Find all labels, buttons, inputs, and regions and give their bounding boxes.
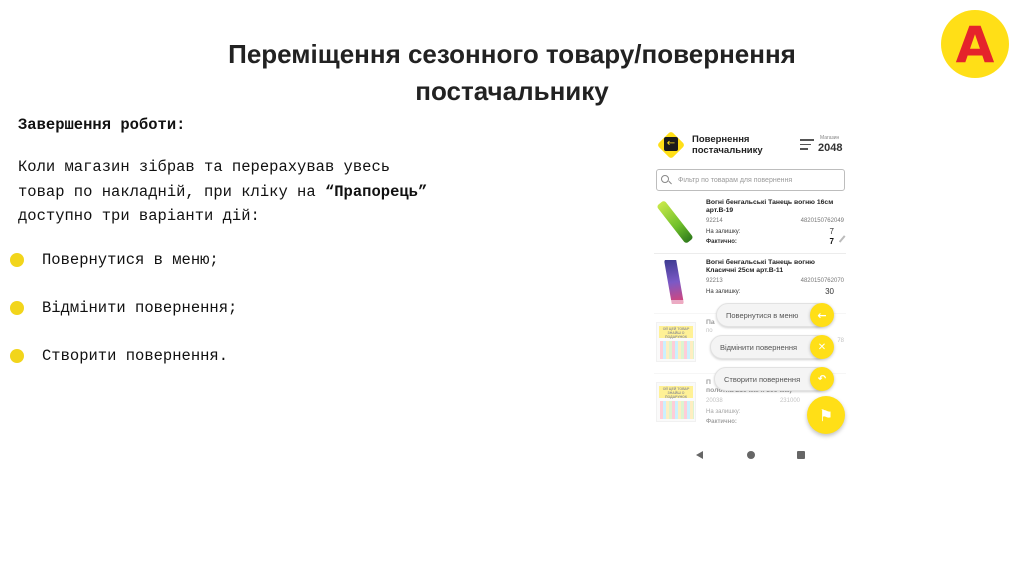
item-code: 92213	[706, 278, 723, 284]
brand-logo	[941, 10, 1009, 78]
arrow-left-icon[interactable]: ←	[810, 303, 834, 327]
item-barcode: 4820150762049	[800, 218, 844, 224]
app-title-line-1: Повернення	[692, 134, 750, 145]
product-image	[654, 260, 698, 304]
item-barcode: 4820150762070	[800, 278, 844, 284]
item-name: Вогні бенгальські Танець вогню Класичні 25см арт.В-11	[706, 259, 815, 274]
bullet-dot-icon	[10, 301, 24, 315]
search-icon	[661, 175, 672, 186]
description-paragraph	[18, 155, 578, 229]
description-line-2-text: товар по накладній, при кліку на	[18, 182, 325, 201]
search-input[interactable]	[678, 177, 838, 184]
description-line-3: доступно три варіанти дій:	[18, 207, 260, 225]
store-label: Магазин	[820, 135, 840, 141]
arrow-left-icon: ←	[664, 137, 678, 151]
option-label: Відмінити повернення;	[42, 299, 238, 317]
stock-value: 30	[825, 287, 834, 296]
create-return-label: Створити повернення	[724, 374, 801, 384]
stock-value: 7	[829, 227, 834, 236]
option-label: Створити повернення.	[42, 347, 229, 365]
nav-home-icon[interactable]	[747, 451, 755, 459]
trash-icon[interactable]: ✕	[810, 335, 834, 359]
options-list	[10, 248, 237, 392]
phone-screenshot	[648, 122, 853, 470]
store-number: 2048	[818, 142, 843, 154]
section-heading: Завершення роботи:	[18, 116, 186, 134]
list-item[interactable]	[654, 196, 846, 254]
option-item	[10, 344, 237, 368]
flag-term: “Прапорець”	[324, 182, 428, 201]
app-header	[648, 122, 853, 168]
back-to-menu-label: Повернутися в меню	[726, 310, 799, 320]
description-line-1: Коли магазин зібрав та перерахував увесь	[18, 158, 391, 176]
fact-value: 7	[829, 237, 834, 246]
back-button[interactable]	[656, 130, 686, 160]
edit-icon[interactable]	[839, 235, 845, 242]
slide-title-line-2: постачальнику	[415, 76, 609, 106]
cancel-return-label: Відмінити повернення	[720, 342, 798, 352]
slide-title-line-1: Переміщення сезонного товару/повернення	[228, 39, 796, 69]
brand-logo-letter: A	[955, 16, 995, 74]
slide-title	[180, 36, 844, 110]
item-name: Вогні бенгальські Танець вогню 16см арт.В-19	[706, 199, 834, 214]
system-nav-bar	[648, 442, 853, 470]
stock-label: На залишку:	[706, 229, 741, 235]
nav-back-icon[interactable]	[696, 451, 703, 459]
app-title	[692, 134, 792, 156]
fact-label: Фактично:	[706, 239, 737, 245]
nav-recent-icon[interactable]	[797, 451, 805, 459]
bullet-dot-icon	[10, 349, 24, 363]
stock-label: На залишку:	[706, 289, 741, 295]
item-code: 92214	[706, 218, 723, 224]
option-item	[10, 248, 237, 272]
search-field[interactable]	[656, 169, 845, 191]
option-item	[10, 296, 237, 320]
description-line-2	[18, 180, 578, 205]
option-label: Повернутися в меню;	[42, 251, 219, 269]
return-icon[interactable]: ↶	[810, 367, 834, 391]
flag-fab-button[interactable]	[807, 396, 845, 434]
menu-icon[interactable]	[800, 139, 814, 153]
product-image	[654, 200, 698, 244]
bullet-dot-icon	[10, 253, 24, 267]
app-title-line-2: постачальнику	[692, 145, 763, 156]
flag-icon: ⚑	[818, 405, 834, 425]
